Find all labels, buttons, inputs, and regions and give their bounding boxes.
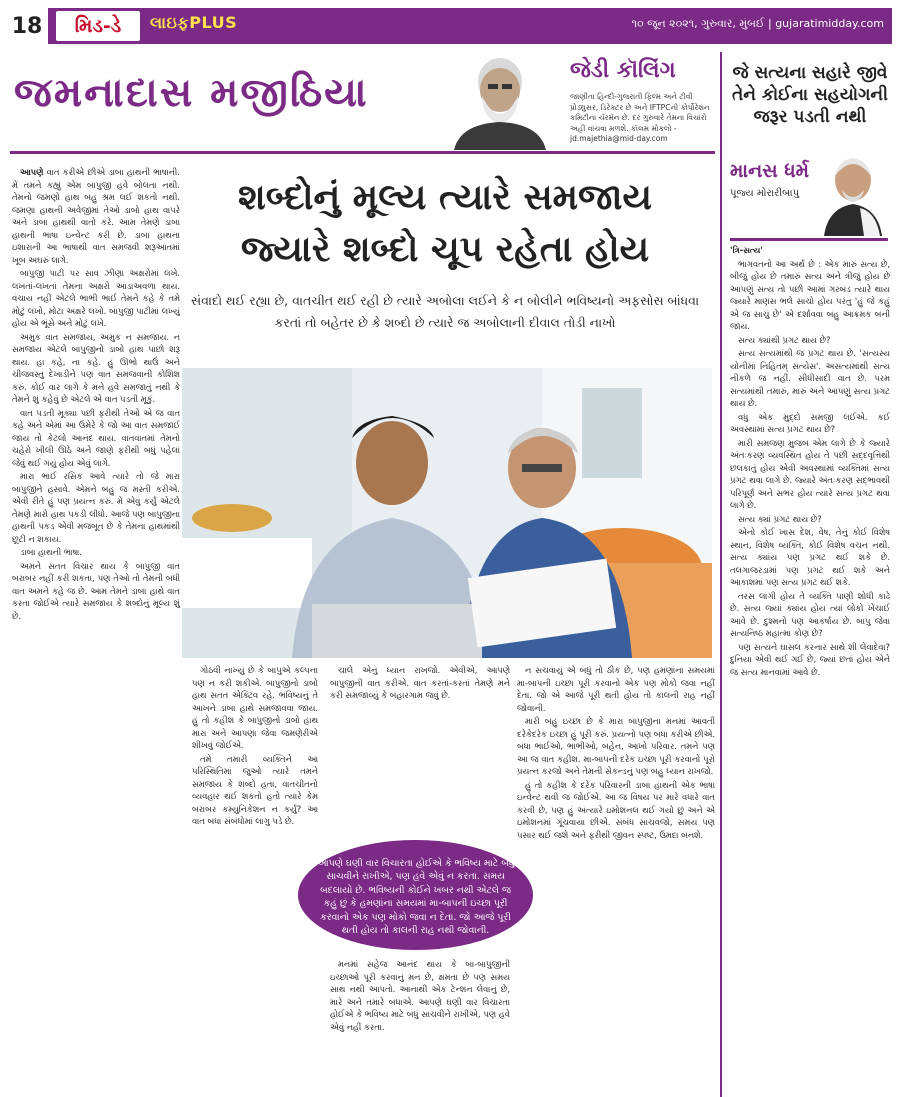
body-column-2 [192, 664, 318, 1092]
columnist-bio: જાણીતા હિન્દી-ગુજરાતી ફિલ્મ અને ટીવી પ્રોડ્યુસર, ડિરેક્ટર છે અને IFTPCની કોર્પોરેશન કમિટીના ચૅરમૅન છે. દર ગુરુવારે તેમના વિચારો અહીં વાંચવા મળશે. કૉલમ મોકલો - jd.majethia@mid-day.com [570, 92, 710, 143]
pull-quote-text: આપણે ઘણી વાર વિચારતા હોઈએ કે ભવિષ્ય માટે બધું સાચવીને રાખીએ, પણ હવે એવું ન કરતા. સમય બદલાયો છે. ભવિષ્યની કોઈને ખબર નથી એટલે જ કહું છું કે હમણાંના સમયમાં મા-બાપની ઇચ્છા પૂરી કરવાનો એક પણ મોકો જવા ન દેતા. જો આજે પૂરી થતી હોય તો કાલની રાહ નથી જોવાની. [316, 857, 515, 936]
body-paragraph: વાત પડતી મૂક્યા પછી ફરીથી તેઓ એ જ વાત કહે અને એમાં આ ઉમેરે કે જો આ વાત સમજાઈ જાય તો કેટલો આનંદ થાય. વાતવાતમાં તેમનો ચહેરો ખીલી ઊઠે અને જાણે ફરીથી બધું પહેલાં જેવું થઈ ગયું હોય એવું લાગે. [12, 407, 180, 468]
lead-word: આપણે [20, 167, 44, 177]
pull-quote [298, 840, 533, 950]
column-header [10, 52, 715, 152]
column-brand: જેડી કૉલિંગ [570, 58, 676, 83]
header-divider [10, 151, 715, 154]
body-paragraph: ડાબા હાથની ભાષા. [20, 547, 82, 557]
headline [180, 172, 710, 276]
body-column-3-lower [330, 958, 510, 1092]
section-name: લાઇફPLUS [150, 13, 238, 32]
page-number: 18 [11, 13, 43, 39]
body-paragraph: ચાલે એનું ધ્યાન રાખજો. એવીએ, આપણે બાપુજીની વાત કરીએ. વાત કરતાં-કરતાં તેમણે મને કરી સમજાવ્યું કે બહારગામ જવું છે. [330, 665, 510, 700]
body-column-3 [330, 664, 510, 734]
sidebar-section-title: 'ત્રિ-સત્ય' [730, 245, 763, 255]
sidebar-paragraph: એનો કોઈ ખાસ દેશ, વેષ, તેનું કોઈ વિશેષ સ્થાન, વિશેષ વ્યક્તિ, કોઈ વિશેષ વચન નથી. સત્ય ક્યાંય પણ પ્રગટ થઈ શકે છે. તલગાજરડામાં પણ પ્રગટ થઈ શકે અને આકાશમાં પણ સત્ય પ્રગટ થઈ શકે. [730, 527, 890, 587]
sidebar-paragraph: મારી સમજણ મુજબ એમ લાગે છે કે જ્યારે અંતઃકરણ વ્યવસ્થિત હોય તે પછી સદ્દવૃત્તિથી છલકાતું હોય એવી અવસ્થામાં વ્યક્તિમાં સત્ય પ્રગટ થવા લાગે છે. જ્યારે અંતઃકરણ સદ્ભાવથી પરિપૂર્ણ અને સભર હોય ત્યારે સત્ય પ્રગટ થવા લાગે છે. [730, 437, 890, 510]
father-son-reading-photo-icon [182, 368, 712, 658]
sidebar-paragraph: પણ સત્યને ઘાસલ કરનાર સાથે શી લેવાદેવા? દુનિયા એવી થઈ ગઈ છે, જ્યાં છતાં હોય એને જ સત્ય માનવામાં આવે છે. [730, 641, 890, 677]
dateline: ૧૦ જૂન ૨૦૨૧, ગુરુવાર, મુંબઈ | gujaratimidday.com [631, 17, 884, 30]
sidebar-body [730, 244, 890, 1094]
body-paragraph: ન સચવાયું એ બધું તો ઠીક છે, પણ હમણાંના સમયમાં મા-બાપની ઇચ્છા પૂરી કરવાનો એક પણ મોકો જવા નહીં દેતા. જો એ આજે પૂરી થતી હોય તો કાલની રાહ નહીં જોવાની. [517, 665, 715, 713]
body-paragraph: મારી બહુ ઇચ્છા છે કે મારા બાપુજીના મનમાં આવતી દરેકેદરેક ઇચ્છા હું પૂરી કરું. પ્રયત્નો પણ બધા કરીએ છીએ. બધા ભાઈઓ, ભાભીઓ, બહેન, આખો પરિવાર. તમને પણ આ જ વાત કહીશ. મા-બાપની દરેક ઇચ્છા પૂરી કરવાનો પૂરો પ્રયત્ન કરજો અને તેમની સેકન્ડનું પણ બહુ ધ્યાન રાખજો. [517, 716, 715, 776]
sidebar-paragraph: ભાગવતનો આ અર્થ છે : એક મારું સત્ય છે, બીજું હોય છે તમારું સત્ય અને ત્રીજું હોય છે આપણું સત્ય તો પછી આમાં ગરબડ ત્યારે થાય જ્યારે માણસ ભલે સાચો હોય પરંતુ 'હું જે કહું એ જ સાચું છે' એ દર્શાવવા બહુ આક્રમક બની જાય. [730, 258, 890, 331]
deck: સંવાદો થઈ રહ્યા છે, વાતચીત થઈ રહી છે ત્યારે અબોલા લઈને કે ન બોલીને ભવિષ્યનો અફસોસ બાંધવા કરતાં તો બહેતર છે કે શબ્દો છે ત્યારે જ અબોલાની દીવાલ તોડી નાખો [190, 293, 700, 330]
sidebar-paragraph: તરસ લાગી હોય તે વ્યક્તિ પાણી શોધી કાઢે છે. સત્ય જ્યાં ક્યાંય હોય ત્યાં લોકો ખેંચાઈ આવે છે. દુશ્મનો પણ આકર્ષાય છે. બાપુ જેવા સત્યનિષ્ઠ મહાત્મા કોણ છે? [730, 590, 890, 638]
body-paragraph: મનમાં સહેજ આનંદ થાય કે બા-બાપુજીની ઇચ્છાઓ પૂરી કરવાનું મન છે, ક્ષમતા છે પણ સમય સાથ નથી આપતો. આનાથી એક ટેન્શન લેવાનું છે, મારે અને તમારે બધાએ. આપણે ઘણી વાર વિચારતા હોઈએ કે ભવિષ્ય માટે બધું સાચવીને રાખીએ, પણ હવે એવું નહીં કરતા. [330, 959, 510, 1032]
sidebar-paragraph: સત્ય ક્યાં પ્રગટ થાય છે? [738, 513, 822, 524]
morari-bapu-portrait-icon [820, 146, 886, 236]
body-column-4 [517, 664, 715, 1092]
sidebar-quote: જે સત્યના સહારે જીવે તેને કોઈના સહયોગની જરૂર પડતી નથી [732, 63, 888, 127]
sidebar-column-name: માનસ ધર્મ [730, 160, 810, 182]
body-paragraph: હું તો કહીશ કે દરેક પરિવારની ડાબા હાથની એક ભાષા ઇન્વેન્ટ થવી જ જોઈએ. આ જ વિષય પર મારે વધારે વાત કરવી છે, પણ હું અત્યારે ઇમોશનલ થઈ ગયો છું અને એ ઇમોશનમાં ગૂંચવાયા છીએ. સંબંધ સાચવજો, સમય પણ પસાર થઈ જશે અને ફરીથી જીવન સ્પષ્ટ, ઉમદા બનશે. [517, 779, 715, 840]
sidebar-divider [720, 52, 722, 1097]
body-paragraph: વાત કરીએ છીએ ડાબા હાથની ભાષાની. મેં તમને કહ્યું એમ બાપુજી હવે બોલતા નથી. તેમનો જમણો હાથ બહુ શ્રમ લઈ શકતો નથી. જમણા હાથની અવેજીમાં તેઓ ડાબો હાથ વાપરે અને ડાબા હાથથી વાતો કરે. આમ તેમણે ડાબા હાથની ભાષા ઇન્વેન્ટ કરી છે. ડાબા હાથના ઇશારાની આ ભાષાથી વાત સમજવી શરૂઆતમાં ખૂબ અઘરું લાગે. [12, 167, 180, 265]
columnist-name: જમનાદાસ મજીઠિયા [14, 70, 369, 116]
brand-logo[interactable]: મિડ-ડે [56, 11, 140, 41]
bearded-man-portrait-icon [440, 52, 560, 150]
headline-line-1: શબ્દોનું મૂલ્ય ત્યારે સમજાય [237, 177, 653, 218]
headline-line-2: જ્યારે શબ્દો ચૂપ રહેતા હોય [240, 229, 650, 270]
sidebar-paragraph: સત્ય સત્યમાંથી જ પ્રગટ થાય છે. 'સત્યસ્ય યોનીમાં નિહિતમ્ સત્યેસ'. અસત્યમાંથી સત્ય નીકળે જ નહીં. સીધીસાદી વાત છે. પરમ સત્યમાંથી તમારું, મારું અને આપણું સત્ય પ્રગટ થાય છે. [730, 348, 890, 408]
sidebar-paragraph: સત્ય ક્યાંથી પ્રગટ થાય છે? [738, 334, 831, 345]
body-paragraph: બાપુજી પાટી પર સાવ ઝીણા અક્ષરોમાં લખે. લખતાં-લખતાં તેમના અક્ષરો આડાઅવળા થાય. વંચાય નહીં એટલે ભાભી ભાઈ તેમને કહે કે તમે મોટું લખો, મોટા અક્ષરે લખો. બાપુજી પાટીમાં લખ્યું હોય એ ભૂંસે અને મોટું લખે. [12, 268, 180, 328]
sidebar-rule [730, 238, 888, 241]
sidebar-paragraph: વધુ એક મુદ્દો સમજી લઈએ. કઈ અવસ્થામાં સત્ય પ્રગટ થાય છે? [730, 411, 890, 434]
sidebar-author: પૂજ્ય મોરારીબાપુ [730, 188, 800, 199]
body-paragraph: અમુક વાત સમજાય, અમુક ન સમજાય. ન સમજાય એટલે બાપુજીનો ડાબો હાથ પાછો શરૂ થાય. હા કહે, ના કહે. હું ઊભો થાઉં અને ચીજવસ્તુ દેખાડીને પણ વાત સમજવાની કોશિશ કરું. કોઈ વાર લાગે કે મને હવે સમજાતું નથી કે તેમને શું કહેવું છે એટલે એ વાત પડતી મૂકું. [12, 331, 180, 404]
body-paragraph: ગોઠવી નાખ્યું છે કે બાપુએ કલ્પના પણ ન કરી શકીએ. બાપુજીનો ડાબો હાથ સતત એક્ટિવ રહે. ભવિષ્યનું તે આખને ડાબા હાથે સમજાવવા જાય. હું તો કહીશ કે બાપુજીનો ડાબો હાથ મારા અને આપણા જેવા જમણેરીએ શીખવું જોઈએ. [192, 665, 318, 750]
body-paragraph: તમે તમારી વ્યક્તિને આ પરિસ્થિતિમાં જુઓ ત્યારે તમને સમજાય કે શબ્દો હતા, વાતચીતનો વ્યવહાર થઈ શકતો હતો ત્યારે કેમ બરાબર કમ્યુનિકેશન ન કર્યું? આ વાત બધા સંબંધોમાં લાગુ પડે છે. [192, 753, 318, 826]
body-paragraph: મારા ભાઈ રસિક આવે ત્યારે તો જે મારા બાપુજીને હસાવે. એમને બહુ જ મસ્તી કરીએ. એવી રીતે હું પણ પ્રયત્ન કરું. મેં એવું કર્યું એટલે તેમણે મારો હાથ પકડી લીધો. આજે પણ બાપુજીના હાથની પકડ એવી મજબૂત છે કે તેમના હાથમાંથી છૂટી ન શકાય. [12, 471, 180, 544]
body-column-1 [12, 166, 180, 1092]
body-paragraph: અમને સતત વિચાર થાય કે બાપુજી વાત બરાબર નહીં કરી શકતા, પણ તેઓ તો તેમની બધી વાત અમને કહે જ છે. આમ તેમને ડાબા હાથે વાત કરતા જોઈએ ત્યારે સમજાય કે શબ્દોનું મૂલ્ય શું છે. [12, 560, 180, 621]
page-header [0, 0, 900, 52]
